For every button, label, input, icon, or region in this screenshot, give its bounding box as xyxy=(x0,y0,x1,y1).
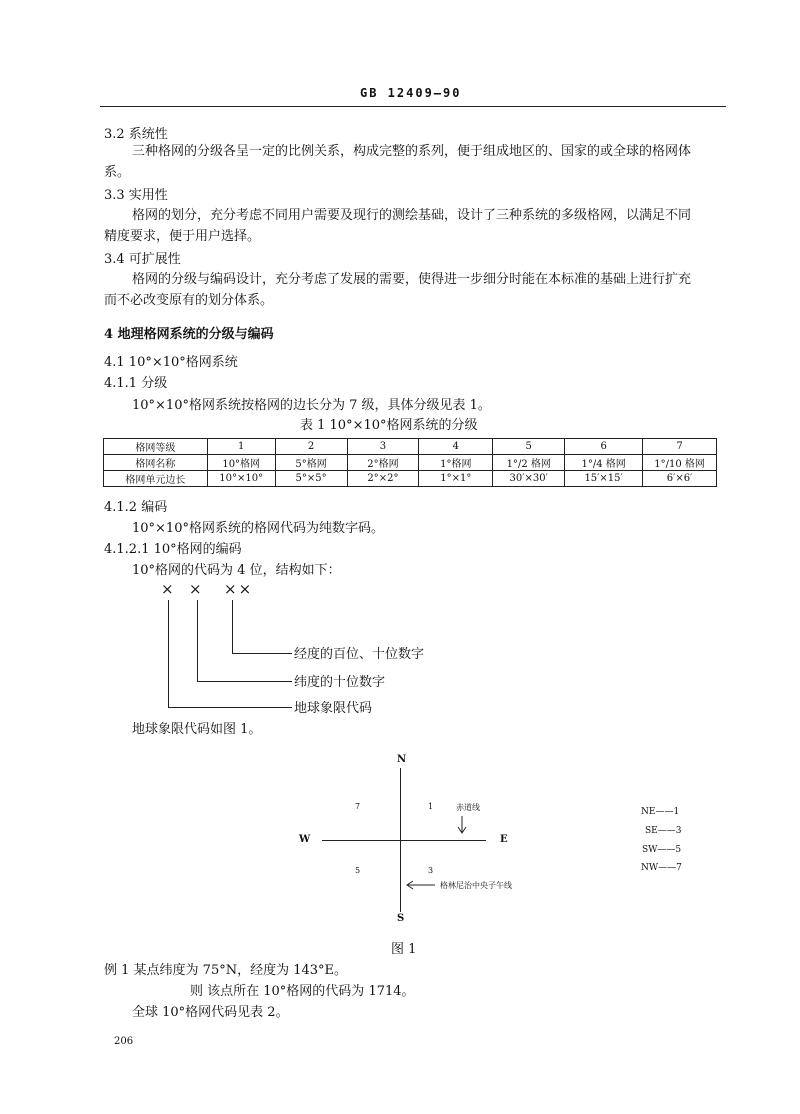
quadrant-se-code: 3 xyxy=(428,866,434,875)
example-line-2: 则 该点所在 10°格网的代码为 1714。 xyxy=(190,984,415,999)
table-row xyxy=(104,455,717,471)
connector-line xyxy=(168,600,169,708)
standard-code: GB 12409—90 xyxy=(360,86,462,100)
section-3-4-body-2: 而不必改变原有的划分体系。 xyxy=(104,293,274,308)
section-4-1-title: 4.1 10°×10°格网系统 xyxy=(104,355,238,370)
legend-se: SE——3 xyxy=(645,826,682,836)
table-cell: 5°×5° xyxy=(275,471,347,487)
left-arrow-icon xyxy=(406,880,436,890)
legend-nw: NW——7 xyxy=(641,863,682,873)
table-cell: 4 xyxy=(419,439,493,455)
west-label: W xyxy=(299,834,311,845)
header-rule xyxy=(100,106,726,107)
north-label: N xyxy=(397,754,407,765)
table-cell: 1°/4 格网 xyxy=(565,455,643,471)
connector-line xyxy=(197,681,292,682)
table-cell: 1°/10 格网 xyxy=(643,455,717,471)
legend-ne: NE——1 xyxy=(641,807,680,817)
table-1-caption: 表 1 10°×10°格网系统的分级 xyxy=(300,418,478,433)
east-label: E xyxy=(500,834,508,845)
section-4-1-2-1-body: 10°格网的代码为 4 位，结构如下： xyxy=(132,563,341,578)
quadrant-nw-code: 7 xyxy=(355,802,361,811)
section-3-3-title: 3.3 实用性 xyxy=(104,188,168,203)
equator-label: 赤道线 xyxy=(456,803,480,812)
connector-line xyxy=(168,707,292,708)
down-arrow-icon xyxy=(456,815,468,835)
code-mark-quadrant: × xyxy=(161,580,174,598)
section-4-1-2-title: 4.1.2 编码 xyxy=(104,500,168,515)
section-3-4-body-1: 格网的分级与编码设计，充分考虑了发展的需要，使得进一步细分时能在本标准的基础上进行扩充 xyxy=(132,272,692,287)
section-4-1-2-body: 10°×10°格网系统的格网代码为纯数字码。 xyxy=(132,521,384,536)
section-4-title: 4 地理格网系统的分级与编码 xyxy=(104,327,274,342)
table-cell: 2°格网 xyxy=(347,455,419,471)
table-cell: 5°格网 xyxy=(275,455,347,471)
table-row xyxy=(104,471,717,487)
quadrant-sw-code: 5 xyxy=(355,866,361,875)
table-cell: 2°×2° xyxy=(347,471,419,487)
table-cell: 6 xyxy=(565,439,643,455)
section-4-1-1-body: 10°×10°格网系统按格网的边长分为 7 级，具体分级见表 1。 xyxy=(132,398,491,413)
code-mark-latitude: × xyxy=(189,580,202,598)
section-3-2-body-1: 三种格网的分级各呈一定的比例关系，构成完整的系列，便于组成地区的、国家的或全球的格网体 xyxy=(132,144,692,159)
table-cell: 10°格网 xyxy=(207,455,275,471)
section-3-3-body-2: 精度要求，便于用户选择。 xyxy=(104,229,261,244)
table-cell: 1°/2 格网 xyxy=(493,455,565,471)
figure-1-caption: 图 1 xyxy=(391,942,417,957)
table-cell: 1°×1° xyxy=(419,471,493,487)
equator-line xyxy=(322,840,486,841)
section-4-1-2-1-title: 4.1.2.1 10°格网的编码 xyxy=(104,542,242,557)
section-3-2-body-2: 系。 xyxy=(104,165,131,180)
connector-line xyxy=(197,600,198,682)
label-longitude-digits: 经度的百位、十位数字 xyxy=(294,647,425,662)
table-cell: 1°格网 xyxy=(419,455,493,471)
section-4-1-1-title: 4.1.1 分级 xyxy=(104,376,168,391)
section-3-2-title: 3.2 系统性 xyxy=(104,127,168,142)
table-cell: 5 xyxy=(493,439,565,455)
table-cell: 7 xyxy=(643,439,717,455)
table-cell: 格网名称 xyxy=(104,455,208,471)
figure-intro: 地球象限代码如图 1。 xyxy=(132,722,262,737)
code-mark-longitude: ×× xyxy=(224,580,254,598)
table-cell: 1 xyxy=(207,439,275,455)
legend-sw: SW——5 xyxy=(642,845,682,855)
table-cell: 15′×15′ xyxy=(565,471,643,487)
label-latitude-digit: 纬度的十位数字 xyxy=(294,675,386,690)
table-cell: 6′×6′ xyxy=(643,471,717,487)
table-row xyxy=(104,439,717,455)
section-3-4-title: 3.4 可扩展性 xyxy=(104,252,181,267)
table-cell: 格网单元边长 xyxy=(104,471,208,487)
south-label: S xyxy=(397,913,405,924)
table-cell: 3 xyxy=(347,439,419,455)
quadrant-ne-code: 1 xyxy=(428,802,434,811)
table-cell: 10°×10° xyxy=(207,471,275,487)
table-1 xyxy=(103,438,717,487)
connector-line xyxy=(232,653,292,654)
connector-line xyxy=(232,600,233,654)
table-cell: 2 xyxy=(275,439,347,455)
example-line-3: 全球 10°格网代码见表 2。 xyxy=(132,1005,289,1020)
section-3-3-body-1: 格网的划分，充分考虑不同用户需要及现行的测绘基础，设计了三种系统的多级格网，以满足不同 xyxy=(132,208,692,223)
page-number: 206 xyxy=(114,1036,134,1047)
example-line-1: 例 1 某点纬度为 75°N，经度为 143°E。 xyxy=(104,963,348,978)
label-quadrant-code: 地球象限代码 xyxy=(294,701,373,716)
table-cell: 格网等级 xyxy=(104,439,208,455)
table-cell: 30′×30′ xyxy=(493,471,565,487)
greenwich-label: 格林尼治中央子午线 xyxy=(440,881,512,890)
